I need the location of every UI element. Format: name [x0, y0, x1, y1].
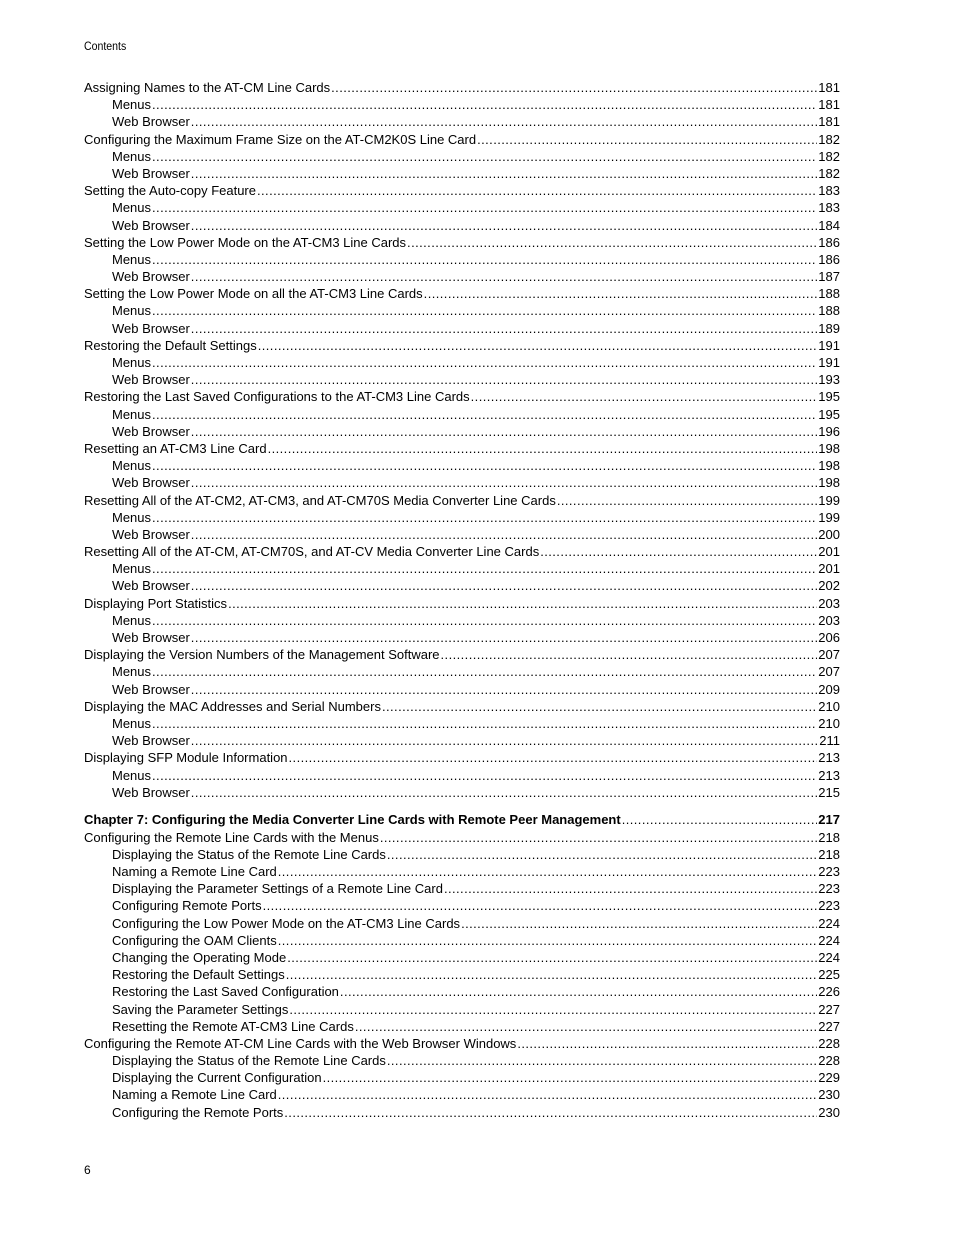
- toc-dot-leader: [191, 165, 818, 182]
- toc-dot-leader: [287, 949, 817, 966]
- toc-entry-page: 203: [818, 595, 840, 611]
- toc-section-entry[interactable]: [84, 131, 840, 148]
- toc-entry-page: 191: [818, 337, 840, 353]
- toc-subsection-entry[interactable]: [84, 1086, 840, 1103]
- toc-entry-title: Configuring the Remote Ports: [112, 1104, 284, 1120]
- table-of-contents: [84, 79, 840, 1121]
- toc-dot-leader: [191, 474, 818, 491]
- toc-entry-page: 211: [819, 733, 840, 749]
- toc-subsection-entry[interactable]: [84, 423, 840, 440]
- toc-entry-title: Displaying the Current Configuration: [112, 1070, 322, 1086]
- toc-subsection-entry[interactable]: [84, 629, 840, 646]
- toc-dot-leader: [152, 767, 817, 784]
- toc-subsection-entry[interactable]: [84, 165, 840, 182]
- toc-dot-leader: [263, 897, 818, 914]
- toc-dot-leader: [441, 646, 818, 663]
- toc-dot-leader: [191, 784, 818, 801]
- toc-entry-title: Displaying the Parameter Settings of a Remote Line Card: [112, 881, 443, 897]
- toc-dot-leader: [257, 182, 817, 199]
- toc-subsection-entry[interactable]: [84, 113, 840, 130]
- toc-subsection-entry[interactable]: [84, 1104, 840, 1121]
- toc-subsection-entry[interactable]: [84, 268, 840, 285]
- toc-subsection-entry[interactable]: [84, 199, 840, 216]
- toc-entry-page: 198: [818, 475, 840, 491]
- toc-entry-title: Displaying the Status of the Remote Line Cards: [112, 1053, 386, 1069]
- toc-entry-title: Naming a Remote Line Card: [112, 1087, 277, 1103]
- toc-dot-leader: [540, 543, 817, 560]
- toc-subsection-entry[interactable]: [84, 966, 840, 983]
- toc-entry-page: 202: [818, 578, 840, 594]
- toc-entry-page: 225: [818, 967, 840, 983]
- toc-subsection-entry[interactable]: [84, 1069, 840, 1086]
- toc-subsection-entry[interactable]: [84, 217, 840, 234]
- toc-entry-page: 189: [818, 320, 840, 336]
- toc-section-entry[interactable]: [84, 234, 840, 251]
- toc-section-entry[interactable]: [84, 337, 840, 354]
- toc-subsection-entry[interactable]: [84, 509, 840, 526]
- toc-entry-title: Menus: [112, 406, 152, 422]
- toc-entry-title: Menus: [112, 148, 152, 164]
- toc-entry-page: 218: [818, 846, 840, 862]
- toc-entry-title: Configuring the Remote AT-CM Line Cards with the Web Browser Windows: [84, 1035, 517, 1051]
- toc-dot-leader: [407, 234, 817, 251]
- toc-section-entry[interactable]: [84, 182, 840, 199]
- toc-dot-leader: [340, 983, 817, 1000]
- toc-entry-page: 224: [818, 932, 840, 948]
- toc-entry-title: Menus: [112, 200, 152, 216]
- toc-entry-title: Restoring the Default Settings: [84, 337, 257, 353]
- toc-entry-title: Web Browser: [112, 475, 190, 491]
- toc-dot-leader: [477, 131, 817, 148]
- toc-subsection-entry[interactable]: [84, 354, 840, 371]
- toc-dot-leader: [228, 595, 817, 612]
- toc-entry-page: 184: [818, 217, 840, 233]
- running-header: Contents: [84, 39, 127, 53]
- toc-entry-title: Resetting All of the AT-CM2, AT-CM3, and AT-CM70S Media Converter Line Cards: [84, 492, 556, 508]
- toc-section-entry[interactable]: [84, 646, 840, 663]
- toc-entry-page: 198: [818, 440, 840, 456]
- toc-section-entry[interactable]: [84, 595, 840, 612]
- toc-entry-title: Saving the Parameter Settings: [112, 1001, 289, 1017]
- toc-dot-leader: [191, 423, 818, 440]
- toc-dot-leader: [191, 577, 818, 594]
- toc-entry-title: Configuring the Maximum Frame Size on the AT-CM2K0S Line Card: [84, 131, 477, 147]
- toc-entry-title: Web Browser: [112, 784, 190, 800]
- toc-dot-leader: [622, 811, 818, 828]
- toc-dot-leader: [387, 846, 817, 863]
- toc-entry-title: Web Browser: [112, 217, 190, 233]
- toc-entry-page: 182: [818, 165, 840, 181]
- toc-entry-page: 223: [818, 898, 840, 914]
- toc-dot-leader: [191, 732, 818, 749]
- toc-dot-leader: [517, 1035, 817, 1052]
- toc-entry-title: Displaying the MAC Addresses and Serial Numbers: [84, 698, 381, 714]
- toc-subsection-entry[interactable]: [84, 560, 840, 577]
- toc-entry-title: Chapter 7: Configuring the Media Converter Line Cards with Remote Peer Management: [84, 812, 621, 828]
- toc-entry-page: 230: [818, 1087, 840, 1103]
- toc-section-entry[interactable]: [84, 79, 840, 96]
- toc-entry-page: 230: [818, 1104, 840, 1120]
- toc-entry-title: Resetting All of the AT-CM, AT-CM70S, and AT-CV Media Converter Line Cards: [84, 544, 540, 560]
- toc-entry-title: Displaying the Version Numbers of the Management Software: [84, 647, 440, 663]
- toc-subsection-entry[interactable]: [84, 474, 840, 491]
- toc-chapter-entry[interactable]: [84, 811, 840, 828]
- toc-section-entry[interactable]: [84, 698, 840, 715]
- toc-entry-title: Menus: [112, 509, 152, 525]
- toc-entry-title: Resetting the Remote AT-CM3 Line Cards: [112, 1018, 354, 1034]
- toc-dot-leader: [424, 285, 818, 302]
- toc-dot-leader: [152, 612, 817, 629]
- toc-entry-title: Web Browser: [112, 578, 190, 594]
- toc-entry-page: 226: [818, 984, 840, 1000]
- toc-entry-page: 182: [818, 148, 840, 164]
- toc-dot-leader: [191, 629, 818, 646]
- toc-entry-page: 191: [818, 355, 840, 370]
- toc-entry-page: 229: [818, 1070, 840, 1086]
- toc-entry-page: 183: [818, 200, 840, 216]
- toc-entry-title: Menus: [112, 251, 152, 267]
- toc-subsection-entry[interactable]: [84, 880, 840, 897]
- toc-entry-page: 199: [818, 492, 840, 508]
- toc-subsection-entry[interactable]: [84, 1018, 840, 1035]
- toc-entry-page: 182: [818, 131, 840, 147]
- toc-dot-leader: [331, 79, 817, 96]
- toc-dot-leader: [152, 302, 817, 319]
- toc-entry-title: Restoring the Last Saved Configuration: [112, 984, 339, 1000]
- toc-subsection-entry[interactable]: [84, 681, 840, 698]
- toc-dot-leader: [278, 863, 818, 880]
- toc-subsection-entry[interactable]: [84, 863, 840, 880]
- toc-entry-title: Displaying Port Statistics: [84, 595, 228, 611]
- toc-entry-page: 198: [818, 458, 840, 474]
- toc-section-entry[interactable]: [84, 1035, 840, 1052]
- toc-entry-page: 188: [818, 303, 840, 319]
- toc-subsection-entry[interactable]: [84, 302, 840, 319]
- toc-subsection-entry[interactable]: [84, 577, 840, 594]
- toc-entry-page: 218: [818, 829, 840, 845]
- toc-dot-leader: [557, 492, 817, 509]
- toc-entry-page: 213: [818, 750, 840, 766]
- toc-dot-leader: [191, 320, 818, 337]
- toc-entry-title: Menus: [112, 458, 152, 474]
- toc-entry-page: 183: [818, 183, 840, 199]
- toc-dot-leader: [286, 966, 818, 983]
- toc-entry-page: 210: [818, 698, 840, 714]
- toc-subsection-entry[interactable]: [84, 983, 840, 1000]
- toc-entry-page: 213: [818, 767, 840, 783]
- toc-section-entry[interactable]: [84, 388, 840, 405]
- toc-dot-leader: [152, 509, 817, 526]
- toc-section-entry[interactable]: [84, 543, 840, 560]
- toc-entry-page: 181: [818, 114, 840, 130]
- toc-entry-page: 224: [818, 915, 840, 931]
- toc-subsection-entry[interactable]: [84, 526, 840, 543]
- toc-entry-title: Naming a Remote Line Card: [112, 864, 277, 880]
- toc-entry-title: Configuring the Low Power Mode on the AT-CM3 Line Cards: [112, 915, 461, 931]
- toc-entry-page: 181: [818, 97, 840, 113]
- toc-dot-leader: [471, 388, 818, 405]
- toc-dot-leader: [191, 371, 818, 388]
- toc-entry-title: Web Browser: [112, 733, 190, 749]
- toc-dot-leader: [289, 1001, 817, 1018]
- toc-dot-leader: [152, 560, 817, 577]
- toc-dot-leader: [380, 829, 817, 846]
- toc-entry-page: 193: [818, 372, 840, 388]
- toc-subsection-entry[interactable]: [84, 320, 840, 337]
- toc-entry-page: 210: [818, 715, 840, 731]
- toc-dot-leader: [152, 148, 817, 165]
- toc-entry-page: 224: [818, 949, 840, 965]
- toc-entry-page: 228: [818, 1035, 840, 1051]
- toc-entry-page: 207: [818, 664, 840, 680]
- toc-entry-page: 227: [818, 1001, 840, 1017]
- toc-entry-title: Web Browser: [112, 423, 190, 439]
- toc-section-entry[interactable]: [84, 749, 840, 766]
- toc-entry-page: 215: [818, 784, 840, 800]
- toc-entry-title: Menus: [112, 561, 152, 577]
- toc-subsection-entry[interactable]: [84, 1001, 840, 1018]
- toc-entry-title: Setting the Low Power Mode on all the AT-CM3 Line Cards: [84, 286, 423, 302]
- toc-entry-page: 187: [818, 269, 840, 285]
- toc-entry-page: 195: [818, 389, 840, 405]
- toc-subsection-entry[interactable]: [84, 406, 840, 423]
- toc-dot-leader: [289, 749, 818, 766]
- toc-dot-leader: [152, 457, 817, 474]
- toc-entry-title: Menus: [112, 715, 152, 731]
- toc-dot-leader: [284, 1104, 817, 1121]
- toc-entry-title: Displaying the Status of the Remote Line Cards: [112, 846, 386, 862]
- toc-subsection-entry[interactable]: [84, 457, 840, 474]
- toc-entry-title: Web Browser: [112, 320, 190, 336]
- toc-subsection-entry[interactable]: [84, 915, 840, 932]
- toc-entry-title: Resetting an AT-CM3 Line Card: [84, 440, 267, 456]
- toc-entry-page: 199: [818, 509, 840, 525]
- toc-section-entry[interactable]: [84, 492, 840, 509]
- toc-entry-page: 195: [818, 406, 840, 422]
- toc-entry-title: Menus: [112, 612, 152, 628]
- toc-entry-title: Web Browser: [112, 630, 190, 645]
- toc-dot-leader: [355, 1018, 817, 1035]
- toc-dot-leader: [387, 1052, 817, 1069]
- toc-entry-page: 228: [818, 1053, 840, 1069]
- toc-entry-page: 201: [818, 544, 840, 560]
- toc-entry-title: Web Browser: [112, 526, 190, 542]
- toc-entry-title: Web Browser: [112, 269, 190, 285]
- toc-dot-leader: [258, 337, 818, 354]
- toc-subsection-entry[interactable]: [84, 148, 840, 165]
- toc-entry-page: 196: [818, 423, 840, 439]
- toc-entry-page: 203: [818, 612, 840, 628]
- toc-dot-leader: [278, 1086, 818, 1103]
- toc-entry-title: Menus: [112, 355, 152, 370]
- toc-dot-leader: [382, 698, 817, 715]
- toc-entry-title: Configuring the Remote Line Cards with the Menus: [84, 829, 379, 845]
- toc-entry-title: Web Browser: [112, 114, 190, 130]
- toc-dot-leader: [461, 915, 817, 932]
- toc-entry-title: Menus: [112, 97, 152, 113]
- toc-dot-leader: [444, 880, 817, 897]
- toc-subsection-entry[interactable]: [84, 663, 840, 680]
- toc-entry-title: Restoring the Default Settings: [112, 967, 285, 983]
- toc-entry-title: Menus: [112, 767, 152, 783]
- toc-subsection-entry[interactable]: [84, 371, 840, 388]
- toc-entry-page: 209: [818, 681, 840, 697]
- toc-entry-title: Menus: [112, 303, 152, 319]
- toc-dot-leader: [191, 113, 818, 130]
- toc-section-entry[interactable]: [84, 829, 840, 846]
- toc-dot-leader: [191, 526, 818, 543]
- toc-entry-title: Assigning Names to the AT-CM Line Cards: [84, 80, 331, 95]
- toc-entry-title: Web Browser: [112, 372, 190, 388]
- toc-entry-page: 223: [818, 881, 840, 897]
- toc-entry-page: 186: [818, 251, 840, 267]
- toc-section-entry[interactable]: [84, 440, 840, 457]
- toc-subsection-entry[interactable]: [84, 715, 840, 732]
- toc-entry-page: 207: [818, 647, 840, 663]
- toc-dot-leader: [268, 440, 818, 457]
- toc-entry-page: 206: [818, 630, 840, 645]
- toc-dot-leader: [152, 96, 817, 113]
- toc-entry-page: 227: [818, 1018, 840, 1034]
- toc-dot-leader: [191, 268, 818, 285]
- toc-subsection-entry[interactable]: [84, 767, 840, 784]
- toc-dot-leader: [152, 406, 817, 423]
- toc-entry-title: Web Browser: [112, 165, 190, 181]
- toc-dot-leader: [152, 715, 817, 732]
- toc-subsection-entry[interactable]: [84, 251, 840, 268]
- toc-entry-page: 181: [818, 80, 840, 95]
- toc-entry-title: Configuring the OAM Clients: [112, 932, 277, 948]
- toc-subsection-entry[interactable]: [84, 932, 840, 949]
- toc-dot-leader: [191, 217, 818, 234]
- toc-subsection-entry[interactable]: [84, 846, 840, 863]
- toc-entry-page: 201: [818, 561, 840, 577]
- toc-section-entry[interactable]: [84, 285, 840, 302]
- toc-subsection-entry[interactable]: [84, 1052, 840, 1069]
- toc-entry-title: Menus: [112, 664, 152, 680]
- toc-dot-leader: [152, 199, 817, 216]
- toc-entry-title: Setting the Low Power Mode on the AT-CM3 Line Cards: [84, 234, 407, 250]
- toc-subsection-entry[interactable]: [84, 96, 840, 113]
- toc-subsection-entry[interactable]: [84, 897, 840, 914]
- toc-entry-page: 186: [818, 234, 840, 250]
- toc-entry-page: 217: [818, 812, 840, 828]
- toc-dot-leader: [323, 1069, 818, 1086]
- toc-dot-leader: [152, 251, 817, 268]
- toc-dot-leader: [278, 932, 818, 949]
- toc-subsection-entry[interactable]: [84, 732, 840, 749]
- toc-entry-title: Displaying SFP Module Information: [84, 750, 288, 766]
- toc-dot-leader: [191, 681, 818, 698]
- toc-entry-title: Changing the Operating Mode: [112, 949, 287, 965]
- toc-entry-title: Configuring Remote Ports: [112, 898, 262, 914]
- toc-entry-title: Setting the Auto-copy Feature: [84, 183, 256, 199]
- toc-entry-page: 188: [818, 286, 840, 302]
- toc-entry-page: 200: [818, 526, 840, 542]
- page-number: 6: [84, 1163, 91, 1177]
- toc-dot-leader: [152, 354, 817, 371]
- toc-subsection-entry[interactable]: [84, 612, 840, 629]
- toc-subsection-entry[interactable]: [84, 949, 840, 966]
- toc-dot-leader: [152, 663, 817, 680]
- toc-subsection-entry[interactable]: [84, 784, 840, 801]
- toc-entry-title: Restoring the Last Saved Configurations to the AT-CM3 Line Cards: [84, 389, 470, 405]
- toc-entry-title: Web Browser: [112, 681, 190, 697]
- toc-entry-page: 223: [818, 864, 840, 880]
